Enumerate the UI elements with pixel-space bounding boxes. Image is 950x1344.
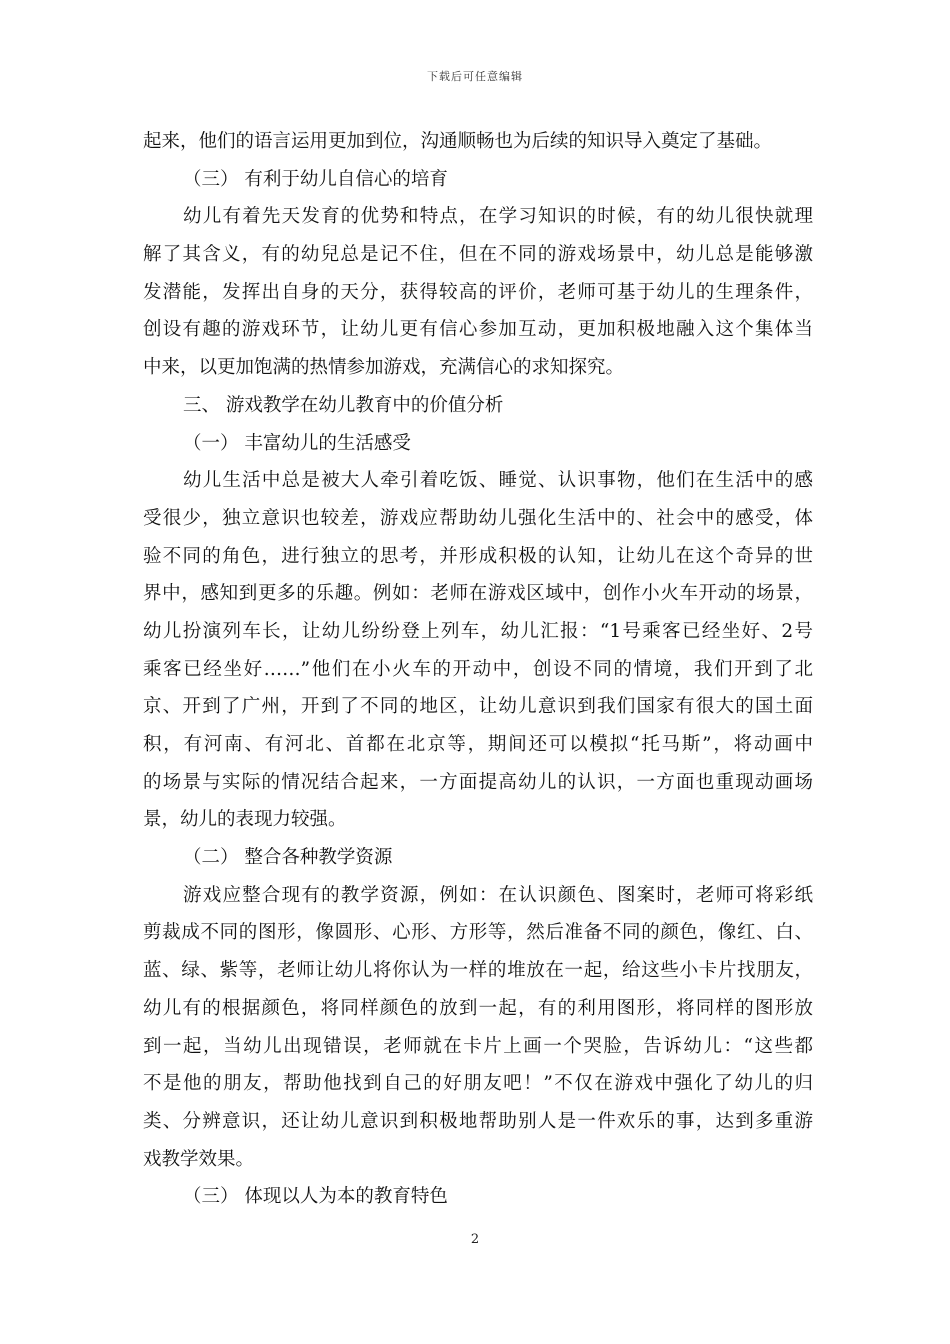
- paragraph-line: 积，有河南、有河北、首都在北京等，期间还可以模拟“托马斯”，将动画中: [143, 734, 813, 755]
- paragraph-line: 戏教学效果。: [143, 1148, 255, 1170]
- paragraph-line: 起来，他们的语言运用更加到位，沟通顺畅也为后续的知识导入奠定了基础。: [143, 131, 773, 152]
- paragraph-line: 幼儿扮演列车长，让幼儿纷纷登上列车，幼儿汇报：“1号乘客已经坐好、2号: [143, 620, 813, 642]
- section-heading: （三） 有利于幼儿自信心的培育: [183, 168, 448, 190]
- page-number: 2: [470, 1232, 480, 1247]
- paragraph-line: 幼儿有着先天发育的优势和特点，在学习知识的时候，有的幼儿很快就理: [183, 206, 813, 228]
- paragraph-line: 的场景与实际的情况结合起来，一方面提高幼儿的认识，一方面也重现动画场: [143, 771, 813, 793]
- paragraph-line: 受很少，独立意识也较差，游戏应帮助幼儿强化生活中的、社会中的感受，体: [143, 507, 813, 529]
- paragraph-line: 类、分辨意识，还让幼儿意识到积极地帮助别人是一件欢乐的事，达到多重游: [143, 1110, 813, 1132]
- paragraph-line: 京、开到了广州，开到了不同的地区，让幼儿意识到我们国家有很大的国土面: [143, 696, 813, 718]
- section-heading: 三、 游戏教学在幼儿教育中的价值分析: [183, 394, 504, 416]
- paragraph-line: 发潜能，发挥出自身的天分，获得较高的评价，老师可基于幼儿的生理条件，: [143, 281, 813, 303]
- paragraph-line: 剪裁成不同的图形，像圆形、心形、方形等，然后准备不同的颜色，像红、白、: [143, 922, 813, 944]
- paragraph-line: 蓝、绿、紫等，老师让幼儿将你认为一样的堆放在一起，给这些小卡片找朋友，: [143, 960, 813, 982]
- paragraph-line: 游戏应整合现有的教学资源，例如：在认识颜色、图案时，老师可将彩纸: [183, 884, 813, 906]
- paragraph-line: 解了其含义，有的幼兒总是记不住，但在不同的游戏场景中，幼儿总是能够激: [143, 244, 813, 266]
- paragraph-line: 创设有趣的游戏环节，让幼儿更有信心参加互动，更加积极地融入这个集体当: [143, 319, 813, 341]
- paragraph-line: 幼儿有的根据颜色，将同样颜色的放到一起，有的利用图形，将同样的图形放: [143, 997, 813, 1019]
- section-heading: （三） 体现以人为本的教育特色: [183, 1186, 448, 1208]
- paragraph-line: 界中，感知到更多的乐趣。例如：老师在游戏区域中，创作小火车开动的场景，: [143, 583, 813, 605]
- paragraph-line: 景，幼儿的表现力较强。: [143, 809, 347, 831]
- paragraph-line: 不是他的朋友，帮助他找到自己的好朋友吧！”不仅在游戏中强化了幼儿的归: [143, 1073, 813, 1095]
- paragraph-line: 乘客已经坐好……”他们在小火车的开动中，创设不同的情境，我们开到了北: [143, 658, 813, 680]
- document-body: [143, 123, 813, 1216]
- paragraph-line: 中来，以更加饱满的热情参加游戏，充满信心的求知探究。: [143, 357, 625, 379]
- paragraph-line: 到一起，当幼儿出现错误，老师就在卡片上画一个哭脸，告诉幼儿：“这些都: [143, 1035, 813, 1057]
- paragraph-line: 幼儿生活中总是被大人牵引着吃饭、睡觉、认识事物，他们在生活中的感: [183, 470, 813, 492]
- paragraph-line: 验不同的角色，进行独立的思考，并形成积极的认知，让幼儿在这个奇异的世: [143, 545, 813, 567]
- section-heading: （一） 丰富幼儿的生活感受: [183, 432, 411, 454]
- section-heading: （二） 整合各种教学资源: [183, 847, 393, 869]
- page-header: 下载后可任意编辑: [427, 70, 523, 83]
